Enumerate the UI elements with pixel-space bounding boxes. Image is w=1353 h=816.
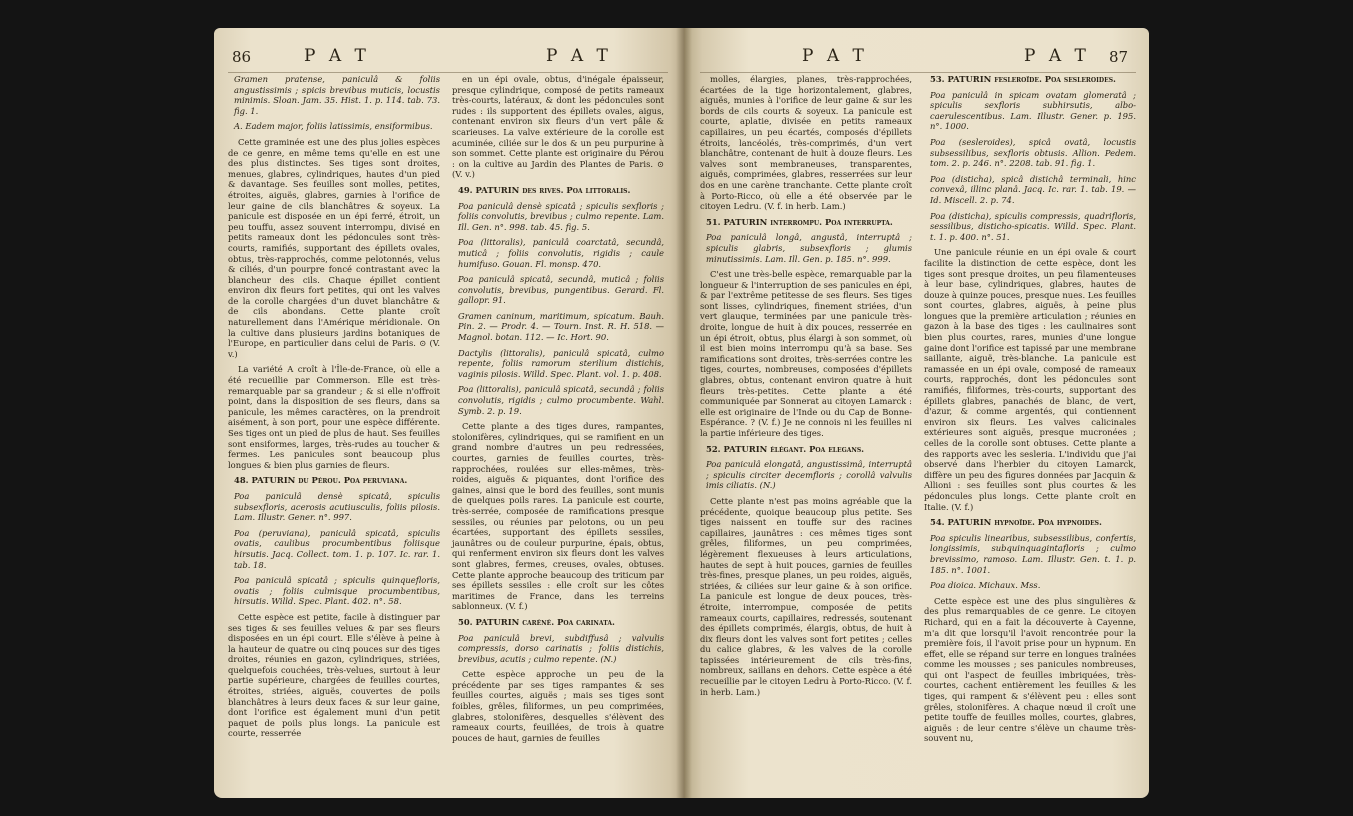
description-paragraph: Cette espèce est une des plus singulières & des plus remarquables de ce genre. Le citoyen Richard, qui en a fait la découverte à Cayenne, m'a dit que lorsqu'il l'avoit rencontrée pour la première fois, il l'avoit prise pour un hypnum. En effet, elle se répand sur terre en longues traînées comme les mousses ; ses panicules nombreuses, qui ont l'aspect de feuilles imbriquées, très-courtes, cachent entièrement les feuilles & les tiges, qui rampent & s'élèvent peu : elles sont grêles, stolonifères. A chaque nœud il croît une petite touffe de feuilles molles, courtes, glabres, aiguës : de leur centre s'élève un chaume très-souvent nu, (924, 595, 1136, 744)
species-heading: 52. PATURIN élégant. Poa elegans. (706, 443, 865, 454)
latin-reference: Poa (littoralis), paniculâ coarctatâ, secundâ, muticâ ; foliis convolutis, rigidis ; caule humifuso. Gouan. Fl. monsp. 470. (458, 237, 664, 269)
page-number-left: 86 (232, 48, 252, 66)
text-column (700, 74, 912, 702)
latin-reference: Poa paniculâ spicatâ, secundâ, muticâ ; foliis convolutis, brevibus, pungentibus. Gerard. Fl. gallopr. 91. (458, 274, 664, 306)
running-head: P A T (546, 46, 612, 66)
species-heading: 54. PATURIN hypnoïde. Poa hypnoides. (930, 517, 1102, 528)
latin-reference: Poa dioica. Michaux. Mss. (930, 580, 1041, 591)
species-heading: 50. PATURIN caréné. Poa carinata. (458, 616, 615, 627)
header-rule (228, 72, 668, 73)
latin-reference: Poa (disticha), spicâ distichâ terminali, hinc convexâ, illinc planâ. Jacq. Ic. rar. 1. tab. 19. — Id. Miscell. 2. p. 74. (930, 173, 1136, 205)
latin-reference: Gramen pratense, paniculâ & foliis angustissimis ; spicis brevibus muticis, locustis minimis. Sloan. Jam. 35. Hist. 1. p. 114. tab. 73. fig. 1. (234, 74, 440, 116)
left-page (214, 28, 684, 798)
text-column (924, 74, 1136, 749)
book-gutter (676, 28, 692, 798)
right-page (684, 28, 1149, 798)
latin-reference: Dactylis (littoralis), paniculâ spicatâ, culmo repente, foliis ramorum sterilium distichis, vaginis pilosis. Willd. Spec. Plant. vol. 1. p. 408. (458, 347, 664, 379)
latin-reference: Poa paniculâ longâ, angustâ, interruptâ ; spiculis glabris, subsexfloris ; glumis minutissimis. Lam. Ill. Gen. p. 185. n°. 999. (706, 232, 912, 264)
running-head: P A T (802, 46, 868, 66)
description-paragraph: Cette graminée est une des plus jolies espèces de ce genre, en même tems qu'elle en est une des plus distinctes. Ses tiges sont droites, menues, glabres, cylindriques, hautes d'un pied & davantage. Ses feuilles sont molles, petites, étroites, aiguës, glabres, garnies à l'orifice de leur gaine de cils blanchâtres & soyeux. La panicule est disposée en un épi ferré, étroit, un peu touffu, assez souvent interrompu, divisé en petits rameaux dont les pédoncules sont très-courts, ramifiés, supportant des épillets ovales, obtus, très-rapprochés, comme pelotonnés, velus & ciliés, d'un pourpre foncé contrastant avec la blancheur des cils. Chaque épillet contient environ dix fleurs fort petites, qui ont les valves de la corolle chargées d'un duvet blanchâtre & de cils abondans. Cette plante croît naturellement dans l'Amérique méridionale. On la cultive dans plusieurs jardins botaniques de l'Europe, en particulier dans celui de Paris. ⊙ (V. v.) (228, 136, 440, 359)
latin-reference: Poa spiculis linearibus, subsessilibus, confertis, longissimis, subquinquagintafloris ; culmo brevissimo, ramoso. Lam. Illustr. Gen. t. 1. p. 185. n°. 1001. (930, 532, 1136, 575)
latin-reference: Gramen caninum, maritimum, spicatum. Bauh. Pin. 2. — Prodr. 4. — Tourn. Inst. R. H. 518. — Magnol. botan. 112. — Ic. Hort. 90. (458, 310, 664, 343)
description-paragraph: Cette plante a des tiges dures, rampantes, stolonifères, cylindriques, qui se ramifient en un grand nombre d'autres un peu redressées, courtes, garnies de feuilles courtes, très-rapprochées, roulées sur elles-mêmes, très-roides, aiguës & piquantes, dont l'orifice des gaines, ainsi que le bord des feuilles, sont munis de quelques poils rares. La panicule est courte, très-serrée, composée de ramifications presque sessiles, ou réunies par pelotons, ou un peu écartées, supportant des épillets sessiles, jaunâtres ou de couleur purpurine, épais, obtus, qui renferment environ six fleurs dont les valves sont glabres, fermes, creuses, ovales, obtuses. Cette plante approche beaucoup des triticum par ses épillets sessiles : elle croît sur les côtes maritimes de France, dans les terreins sablonneux. (V. f.) (452, 421, 664, 612)
description-paragraph: Cette espèce est petite, facile à distinguer par ses tiges & ses feuilles velues & par ses fleurs disposées en un épi court. Elle s'élève à peine à la hauteur de quatre ou cinq pouces sur des tiges droites, réunies en gazon, cylindriques, striées, quelquefois couchées, très-velues, surtout à leur partie supérieure, chargées de feuilles courtes, étroites, striées, aiguës, couvertes de poils blanchâtres à leurs deux faces & sur leur gaine, dont l'orifice est également muni d'un petit paquet de poils plus longs. La panicule est courte, resserrée (228, 611, 440, 739)
open-book (214, 28, 1149, 808)
description-paragraph: Cette plante n'est pas moins agréable que la précédente, quoique beaucoup plus petite. Ses tiges naissent en touffe sur des racines capillaires, jaunâtres : ces mêmes tiges sont grêles, filiformes, un peu comprimées, légèrement flexueuses à leurs articulations, hautes de sept à huit pouces, garnies de feuilles très-fines, presque planes, un peu roides, aiguës, striées, & ciliées sur leur gaine & à son orifice. La panicule est longue de deux pouces, très-étroite, interrompue, composée de petits rameaux courts, capillaires, redressés, soutenant des épillets comprimés, élargis, obtus, de huit à dix fleurs dont les valves sont fort petites ; celles du calice glabres, & les valves de la corolle tapissées intérieurement de cils très-fins, nombreux, saillans en dehors. Cette espèce a été recueillie par le citoyen Ledru à Porto-Ricco. (V. f. in herb. Lam.) (700, 495, 912, 697)
latin-reference: Poa paniculâ spicatâ ; spiculis quinquefloris, ovatis ; foliis culmisque procumbentibus, hirsutis. Willd. Spec. Plant. 402. n°. 58. (234, 575, 440, 607)
latin-reference: Poa (littoralis), paniculâ spicatâ, secundâ ; foliis convolutis, rigidis ; culmo procumbente. Wahl. Symb. 2. p. 19. (458, 384, 664, 416)
header-rule (700, 72, 1136, 73)
description-paragraph: C'est une très-belle espèce, remarquable par la longueur & l'interruption de ses panicules en épi, & par l'extrême petitesse de ses fleurs. Ses tiges sont lisses, cylindriques, finement striées, d'un vert glauque, terminées par une panicule très-droite, longue de huit à dix pouces, resserrée en un épi étroit, obtus, plus élargi à son sommet, où il est bien moins interrompu qu'à sa base. Ses ramifications sont droites, très-serrées contre les tiges, courtes, nombreuses, composées d'épillets glabres, obtus, contenant environ quatre à huit fleurs très-petites. Cette plante a été communiquée par Sonnerat au citoyen Lamarck : elle est originaire de l'Inde ou du Cap de Bonne-Espérance. ? (V. f.) Je ne connois ni les feuilles ni la partie inférieure des tiges. (700, 269, 912, 438)
latin-reference: Poa (sesleroides), spicâ ovatâ, locustis subsessilibus, sexfloris obtusis. Allion. Pedem. tom. 2. p. 246. n°. 2208. tab. 91. fig. 1. (930, 136, 1136, 169)
text-column (228, 74, 440, 744)
latin-reference: Poa paniculâ elongatâ, angustissimâ, interruptâ ; spiculis circiter decemfloris ; corollâ valvulis imis ciliatis. (N.) (706, 459, 912, 491)
species-heading: 48. PATURIN du Pérou. Poa peruviana. (234, 475, 408, 486)
latin-reference: Poa paniculâ in spicam ovatam glomeratâ ; spiculis sexfloris subhirsutis, albo-caerulescentibus. Lam. Illustr. Gener. p. 195. n°. 1000. (930, 89, 1136, 132)
description-paragraph: molles, élargies, planes, très-rapprochées, écartées de la tige horizontalement, glabres, aiguës, munies à l'orifice de leur gaine & sur les bords de cils courts & soyeux. La panicule est courte, aplatie, divisée en petits rameaux capillaires, un peu écartés, composés d'épillets étroits, lancéolés, très-comprimés, d'un vert blanchâtre, contenant de huit à douze fleurs. Les valves sont membraneuses, transparentes, aiguës, comprimées, glabres, resserrées sur leur dos en une carène tranchante. Cette plante croît à Porto-Ricco, où elle a été observée par le citoyen Ledru. (V. f. in herb. Lam.) (700, 74, 912, 212)
latin-reference: Poa (disticha), spiculis compressis, quadrifloris, sessilibus, disticho-spicatis. Willd. Spec. Plant. t. 1. p. 400. n°. 51. (930, 210, 1136, 242)
latin-reference: A. Eadem major, foliis latissimis, ensiformibus. (234, 121, 433, 132)
latin-reference: Poa paniculâ densè spicatâ ; spiculis sexfloris ; foliis convolutis, brevibus ; culmo repente. Lam. Ill. Gen. n°. 998. tab. 45. fig. 5. (458, 200, 664, 232)
description-paragraph: en un épi ovale, obtus, d'inégale épaisseur, presque cylindrique, composé de petits rameaux très-courts, latéraux, & dont les pédoncules sont rudes : ils supportent des épillets ovales, aigus, contenant environ six fleurs d'un vert pâle & scarieuses. La valve extérieure de la corolle est acuminée, ciliée sur le dos & un peu purpurine à son sommet. Cette plante est originaire du Pérou : on la cultive au Jardin des Plantes de Paris. ⊙ (V. v.) (452, 74, 664, 180)
description-paragraph: Cette espèce approche un peu de la précédente par ses tiges rampantes & ses feuilles courtes, aiguës ; mais ses tiges sont foibles, grêles, filiformes, un peu comprimées, glabres, stolonifères, desquelles s'élèvent des rameaux courts, feuillées, de trois à quatre pouces de haut, garnies de feuilles (452, 669, 664, 743)
description-paragraph: La variété A croît à l'Île-de-France, où elle a été recueillie par Commerson. Elle est très-remarquable par sa grandeur ; & si elle n'offroit point, dans la disposition de ses fleurs, dans sa panicule, les mêmes caractères, on la prendroit aisément, à son port, pour une espèce différente. Ses tiges ont un pied de plus de haut. Ses feuilles sont ensiformes, larges, très-rudes au toucher & fermes. Les panicules sont beaucoup plus longues & bien plus garnies de fleurs. (228, 364, 440, 470)
latin-reference: Poa paniculâ brevi, subdiffusâ ; valvulis compressis, dorso carinatis ; foliis distichis, brevibus, acutis ; culmo repente. (N.) (458, 632, 664, 664)
species-heading: 53. PATURIN fesleroïde. Poa sesleroides. (930, 74, 1116, 84)
species-heading: 51. PATURIN interrompu. Poa interrupta. (706, 216, 893, 227)
latin-reference: Poa paniculâ densè spicatâ, spiculis subsexfloris, acerosis acutiusculis, foliis pilosis. Lam. Illustr. Gener. n°. 997. (234, 490, 440, 523)
running-head: P A T (304, 46, 370, 66)
description-paragraph: Une panicule réunie en un épi ovale & court facilite la distinction de cette espèce, dont les tiges sont presque droites, un peu filamenteuses à leur base, cylindriques, glabres, hautes de douze à quinze pouces, presque nues. Les feuilles sont courtes, glabres, aiguës, à peine plus longues que la première articulation ; réunies en gazon à la base des tiges : les caulinaires sont bien plus courtes, rares, munies d'une longue gaine dont l'orifice est tapissé par une membrane saillante, aiguë, très-blanche. La panicule est ramassée en un épi ovale, composé de rameaux courts, rapprochés, dont les pédoncules sont ramifiés, filiformes, très-courts, supportant des épillets glabres, panachés de blanc, de vert, d'azur, & comme argentés, qui contiennent environ six fleurs. Les valves calicinales extérieures sont aiguës, presque mucronées ; celles de la corolle sont obtuses. Cette plante a des rapports avec les sesleria. L'individu que j'ai observé dans l'herbier du citoyen Lamarck, diffère un peu des figures données par Jacquin & Allioni : ses feuilles sont plus courtes & les pédoncules plus longs. Cette plante croît en Italie. (V. f.) (924, 247, 1136, 512)
running-head: P A T (1024, 46, 1090, 66)
latin-reference: Poa (peruviana), paniculâ spicatâ, spiculis ovatis, caulibus procumbentibus foliisque hirsutis. Jacq. Collect. tom. 1. p. 107. Ic. rar. 1. tab. 18. (234, 527, 440, 570)
species-heading: 49. PATURIN des rives. Poa littoralis. (458, 184, 631, 195)
page-number-right: 87 (1109, 48, 1129, 66)
text-column (452, 74, 664, 748)
